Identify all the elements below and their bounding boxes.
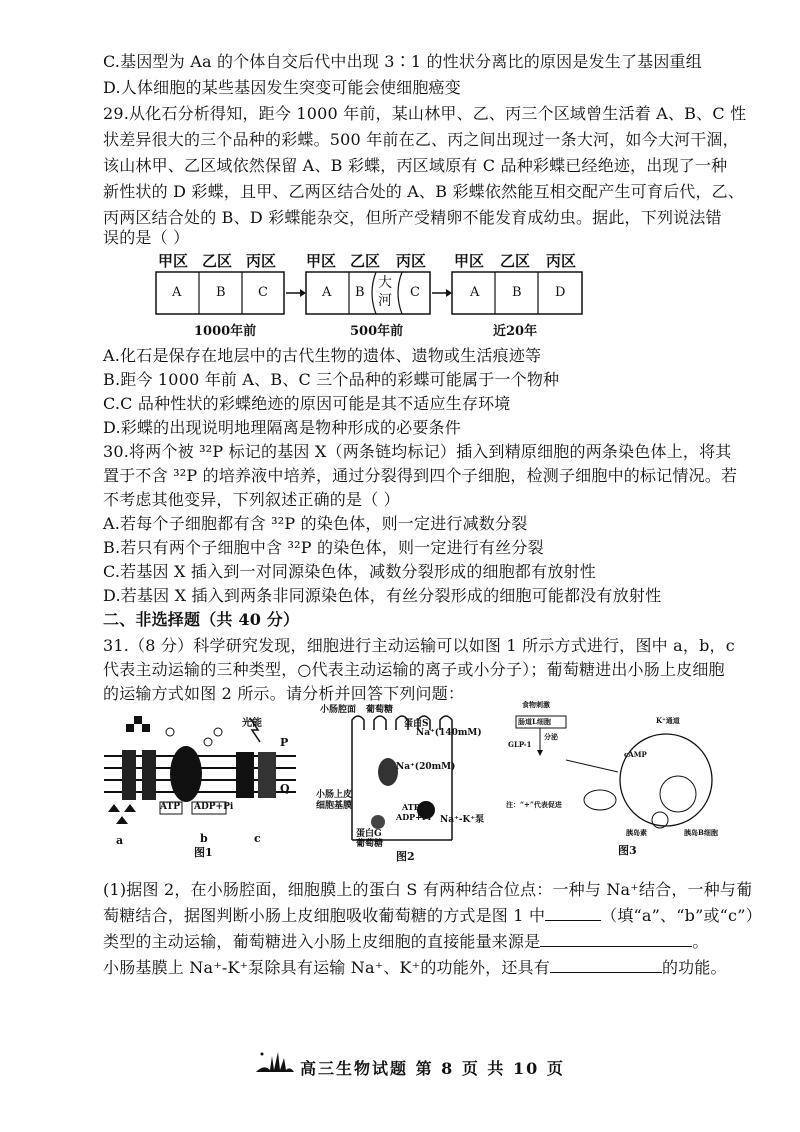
- figure-1: [100, 712, 300, 862]
- region-label: 乙区: [202, 252, 233, 270]
- q29-diagram: [150, 250, 590, 340]
- q31-sub1-end: 。: [692, 932, 709, 951]
- q30-line2: 置于不含 ³²P 的培养液中培养，通过分裂得到四个子细胞，检测子细胞中的标记情况。若: [103, 466, 738, 485]
- fig1-p: P: [280, 736, 289, 749]
- region-label: 乙区: [500, 252, 531, 270]
- fig3-caption: 图3: [618, 844, 637, 857]
- box-letter: B: [355, 285, 365, 300]
- caption-500: 500年前: [350, 324, 404, 339]
- q31-sub1-end: 的功能。: [661, 958, 727, 977]
- box-letter: A: [470, 285, 480, 300]
- fig1-light-label: 光能: [242, 718, 262, 729]
- q29-line2: 状差异很大的三个品种的彩蝶。500 年前在乙、丙之间出现过一条大河，如今大河干涸，: [103, 130, 739, 149]
- region-label: 丙区: [396, 252, 427, 270]
- fig1-c: c: [254, 832, 261, 845]
- box-letter: B: [512, 285, 522, 300]
- region-label: 丙区: [246, 252, 277, 270]
- fig2-caption: 图2: [396, 850, 415, 863]
- box-letter: B: [216, 285, 226, 300]
- region-label: 丙区: [546, 252, 577, 270]
- figure-3: [506, 700, 722, 858]
- fig1-caption: 图1: [194, 846, 213, 859]
- fig3-beta-cell: 胰岛B细胞: [684, 828, 718, 837]
- q29-line5: 丙两区结合处的 B、D 彩蝶能杂交，但所产受精卵不能发育成幼虫。据此，下列说法错: [103, 208, 722, 227]
- option-c-prev: C.基因型为 Aa 的个体自交后代中出现 3∶1 的性状分离比的原因是发生了基因重组: [103, 52, 702, 71]
- box-letter: C: [258, 285, 268, 300]
- q31-sub1-text: 萄糖结合，据图判断小肠上皮细胞吸收葡萄糖的方式是图 1 中: [103, 906, 546, 925]
- box-letter: C: [410, 285, 420, 300]
- q31-sub1-line1: (1)据图 2，在小肠腔面，细胞膜上的蛋白 S 有两种结合位点：一种与 Na⁺结合，一种与葡: [103, 880, 753, 899]
- fig3-note: 注：“+”代表促进: [506, 800, 562, 809]
- river-label: 大河: [378, 275, 392, 309]
- q31-sub1-text: 类型的主动运输，葡萄糖进入小肠上皮细胞的直接能量来源是: [103, 932, 541, 951]
- region-label: 乙区: [350, 252, 381, 270]
- q30-line1: 30.将两个被 ³²P 标记的基因 X（两条链均标记）插入到精原细胞的两条染色体上，将其: [103, 442, 732, 461]
- q31-line2: 代表主动运输的三种类型，○代表主动运输的离子或小分子）；葡萄糖进出小肠上皮细胞: [103, 660, 725, 679]
- fig1-a: a: [116, 834, 124, 847]
- page-footer: 高三生物试题 第 8 页 共 10 页: [300, 1059, 565, 1078]
- fig2-na-out: Na⁺(140mM): [416, 728, 482, 738]
- q29-line3: 该山林甲、乙区域依然保留 A、B 彩蝶，丙区域原有 C 品种彩蝶已经绝迹，出现了一种: [103, 156, 728, 175]
- q29-line1: 29.从化石分析得知，距今 1000 年前，某山林甲、乙、丙三个区域曾生活着 A、B、C 性: [103, 104, 747, 123]
- figure-2: [316, 702, 496, 862]
- fig2-adp: ADP+Pi: [396, 812, 431, 822]
- section-heading: 二、非选择题（共 40 分）: [103, 610, 300, 629]
- box-letter: A: [172, 285, 182, 300]
- fig2-pump: Na⁺-K⁺泵: [440, 815, 485, 825]
- fig2-glucose: 葡萄糖: [366, 705, 394, 715]
- q30-option-d: D.若基因 X 插入到两条非同源染色体，有丝分裂形成的细胞可能都没有放射性: [103, 586, 662, 605]
- box-letter: A: [322, 285, 332, 300]
- q29-option-b: B.距今 1000 年前 A、B、C 三个品种的彩蝶可能属于一个物种: [103, 370, 560, 389]
- q30-line3: 不考虑其他变异，下列叙述正确的是（ ）: [103, 490, 400, 509]
- q29-line6: 误的是（ ）: [103, 228, 190, 247]
- fig3-lcell: 肠道L细胞: [518, 717, 551, 726]
- option-d-prev: D.人体细胞的某些基因发生突变可能会使细胞癌变: [103, 78, 461, 97]
- fig3-secrete: 分泌: [544, 732, 558, 741]
- box-letter: D: [555, 285, 566, 300]
- answer-blank-function[interactable]: [550, 958, 662, 973]
- fig3-glp1: GLP-1: [508, 740, 532, 749]
- fig2-glucose-2: 葡萄糖: [356, 839, 384, 849]
- fig1-q: Q: [280, 782, 290, 795]
- q31-line3: 的运输方式如图 2 所示。请分析并回答下列问题：: [103, 684, 465, 703]
- fig3-camp: cAMP: [624, 750, 647, 759]
- q31-sub1-text: 小肠基膜上 Na⁺-K⁺泵除具有运输 Na⁺、K⁺的功能外，还具有: [103, 958, 550, 977]
- fig2-lumen: 小肠腔面: [320, 705, 357, 715]
- fig1-atp: ATP: [160, 802, 180, 812]
- region-label: 甲区: [306, 252, 337, 270]
- region-label: 甲区: [158, 252, 189, 270]
- q31-line1: 31.（8 分）科学研究发现，细胞进行主动运输可以如图 1 所示方式进行，图中 a，b，c: [103, 636, 735, 655]
- answer-blank-type[interactable]: [545, 906, 601, 921]
- caption-1000: 1000年前: [194, 324, 257, 339]
- fig2-protein-s: 蛋白S: [404, 719, 429, 729]
- q29-option-a: A.化石是保存在地层中的古代生物的遗体、遗物或生活痕迹等: [103, 346, 542, 365]
- fig2-atp: ATP: [402, 802, 420, 812]
- q31-sub1-line2: [103, 906, 762, 926]
- q29-option-c: C.C 品种性状的彩蝶绝迹的原因可能是其不适应生存环境: [103, 394, 511, 413]
- q30-option-a: A.若每个子细胞都有含 ³²P 的染色体，则一定进行减数分裂: [103, 514, 528, 533]
- fig1-adp: ADP+Pi: [194, 802, 234, 812]
- q30-option-b: B.若只有两个子细胞中含 ³²P 的染色体，则一定进行有丝分裂: [103, 538, 544, 557]
- q29-option-d: D.彩蝶的出现说明地理隔离是物种形成的必要条件: [103, 418, 461, 437]
- footer-ornament-icon: [252, 1046, 296, 1076]
- q31-sub1-line3: [103, 932, 709, 952]
- q31-sub1-hint: （填“a”、“b”或“c”）: [601, 906, 762, 925]
- fig2-cell-base: 小肠上皮细胞基膜: [316, 790, 353, 811]
- caption-20: 近20年: [493, 324, 538, 339]
- answer-blank-energy[interactable]: [540, 932, 692, 947]
- fig2-protein-g: 蛋白G: [356, 829, 382, 839]
- q31-sub1-line4: [103, 958, 727, 978]
- region-label: 甲区: [454, 252, 485, 270]
- fig3-insulin: 胰岛素: [626, 828, 647, 837]
- fig2-na-in: Na⁺(20mM): [396, 762, 456, 772]
- q29-line4: 新性状的 D 彩蝶，且甲、乙两区结合处的 A、B 彩蝶依然能互相交配产生可育后代，乙、: [103, 182, 745, 201]
- fig3-food: 食物刺激: [522, 700, 550, 709]
- fig3-k-channel: K⁺通道: [656, 716, 680, 725]
- q30-option-c: C.若基因 X 插入到一对同源染色体，减数分裂形成的细胞都有放射性: [103, 562, 596, 581]
- fig1-b: b: [200, 832, 208, 845]
